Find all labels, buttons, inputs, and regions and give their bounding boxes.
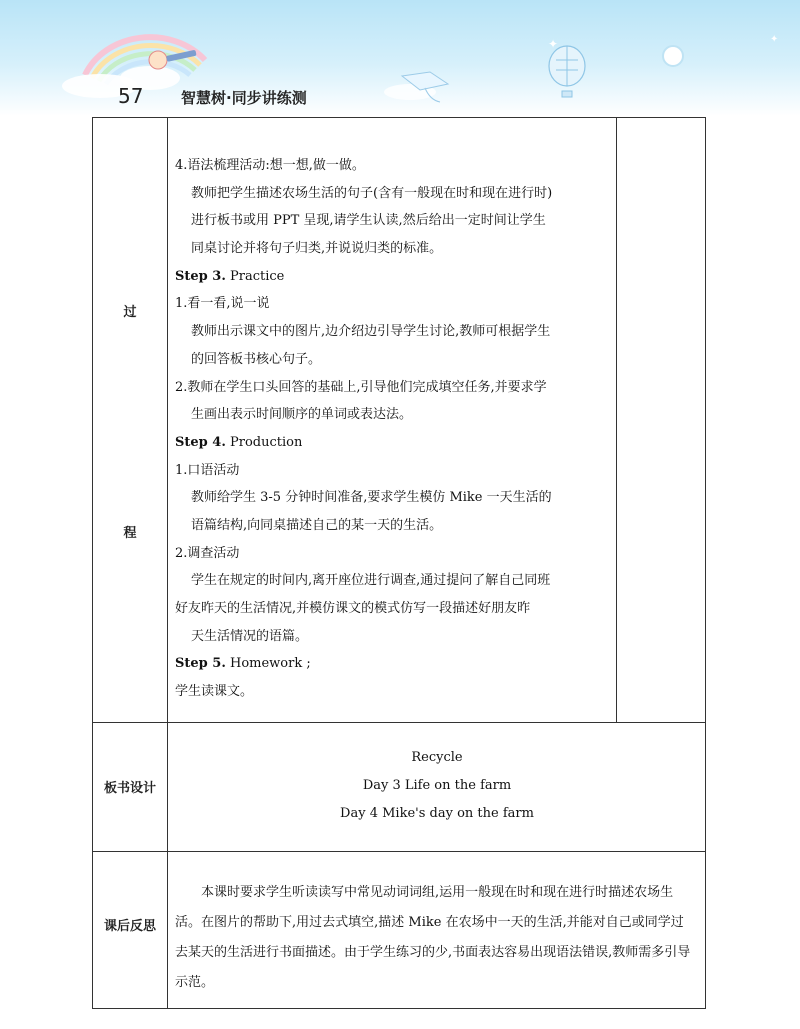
child-icon: [149, 51, 167, 69]
process-content: [175, 152, 615, 706]
svg-text:✦: ✦: [548, 37, 559, 51]
row-divider-1: [93, 722, 705, 723]
process-label-top: 过: [123, 305, 137, 320]
page-number: 57: [118, 84, 144, 108]
row-divider-2: [93, 851, 705, 852]
svg-text:✦: ✦: [770, 34, 779, 45]
process-line: 教师给学生 3-5 分钟时间准备,要求学生模仿 Mike 一天生活的: [191, 490, 552, 506]
process-label-bottom: 程: [123, 526, 137, 541]
header-banner: [0, 0, 800, 116]
process-line: 好友昨天的生活情况,并模仿课文的模式仿写一段描述好朋友昨: [175, 601, 531, 616]
header-title: 智慧树·同步讲练测: [181, 89, 307, 107]
reflection-content: [175, 878, 695, 998]
column-divider-left: [167, 118, 168, 1008]
step-3-heading: Step 3. Practice: [175, 268, 285, 284]
board-line: Recycle: [411, 750, 463, 765]
board-line: Day 3 Life on the farm: [362, 778, 512, 793]
process-line: 天生活情况的语篇。: [191, 628, 309, 644]
lesson-plan-table: [92, 117, 706, 1009]
process-line: 2.教师在学生口头回答的基础上,引导他们完成填空任务,并要求学: [175, 379, 547, 395]
process-line: 进行板书或用 PPT 呈现,请学生认读,然后给出一定时间让学生: [191, 213, 546, 229]
column-divider-right: [616, 118, 617, 722]
board-design-label: 板书设计: [103, 781, 156, 796]
step-5-heading: Step 5. Homework ;: [175, 656, 311, 672]
process-line: 教师出示课文中的图片,边介绍边引导学生讨论,教师可根据学生: [191, 324, 551, 340]
process-line: 语篇结构,向同桌描述自己的某一天的生活。: [191, 517, 443, 533]
reflection-text: 本课时要求学生听读读写中常见动词词组,运用一般现在时和现在进行时描述农场生活。在图片的帮助下,用过去式填空,描述 Mike 在农场中一天的生活,并能对自己或同学过去某天的生活进行书面描述。由于学生练习的少,书面表达容易出现语法错误,教师需多引导示范。: [175, 885, 691, 990]
process-line: 1.口语活动: [175, 462, 240, 478]
process-line: 4.语法梳理活动:想一想,做一做。: [175, 158, 365, 173]
step-4-heading: Step 4. Production: [175, 434, 303, 450]
board-design-content: [167, 744, 707, 828]
process-line: 2.调查活动: [175, 545, 240, 561]
sun-icon: [663, 46, 683, 66]
process-line: 的回答板书核心句子。: [191, 351, 322, 367]
process-line: 生画出表示时间顺序的单词或表达法。: [191, 407, 413, 423]
reflection-label: 课后反思: [103, 919, 156, 934]
process-line: 1.看一看,说一说: [175, 296, 270, 312]
process-line: 教师把学生描述农场生活的句子(含有一般现在时和现在进行时): [191, 185, 553, 201]
process-line: 学生读课文。: [175, 684, 254, 700]
process-line: 学生在规定的时间内,离开座位进行调查,通过提问了解自己同班: [191, 573, 551, 589]
process-line: 同桌讨论并将句子归类,并说说归类的标准。: [191, 241, 443, 257]
board-line: Day 4 Mike's day on the farm: [340, 806, 534, 821]
